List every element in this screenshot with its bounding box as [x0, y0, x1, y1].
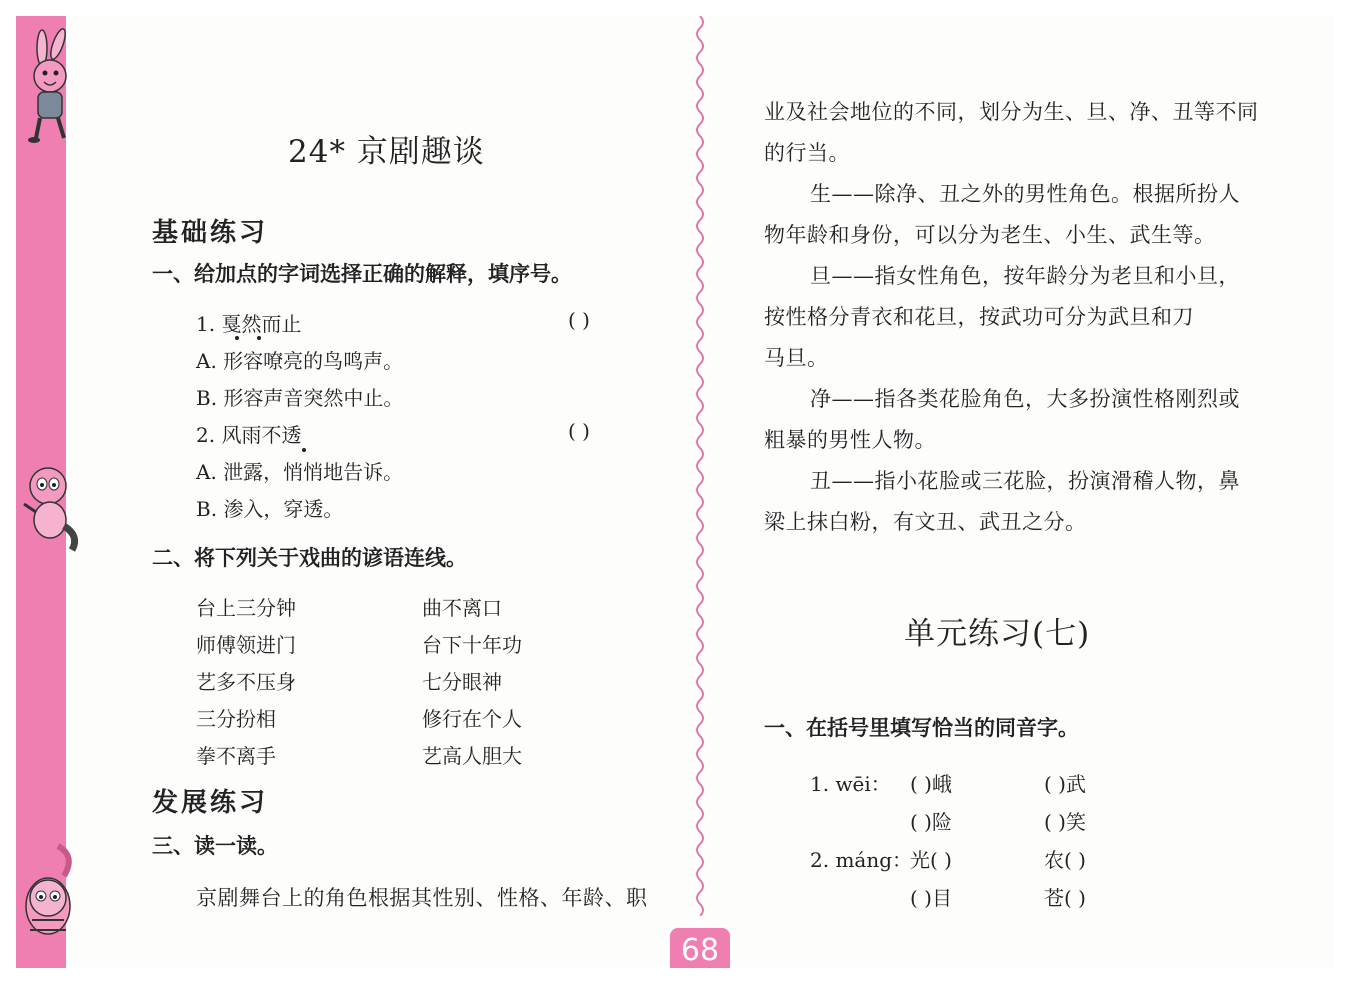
reading-paragraph-line: 的行当。 [764, 141, 850, 165]
reading-paragraph-line: 净——指各类花脸角色，大多扮演性格刚烈或 [810, 387, 1240, 411]
homophone-blank[interactable]: ( )武 [1044, 772, 1086, 796]
emphasis-dot [235, 336, 239, 340]
homophone-blank[interactable]: 苍( ) [1044, 886, 1086, 910]
reading-paragraph-line: 京剧舞台上的角色根据其性别、性格、年龄、职 [196, 886, 648, 910]
match-left-item[interactable]: 台上三分钟 [196, 596, 296, 620]
match-left-item[interactable]: 拳不离手 [196, 744, 276, 768]
lesson-title: 24* 京剧趣谈 [288, 134, 485, 170]
left-page [16, 16, 696, 968]
q1-option-1a: A. 形容嘹亮的鸟鸣声。 [196, 349, 404, 373]
unit-title: 单元练习(七) [904, 616, 1091, 652]
match-left-item[interactable]: 艺多不压身 [196, 670, 296, 694]
q1-item-1: 1. 戛然而止 [196, 312, 302, 336]
question-3-title: 三、读一读。 [152, 834, 278, 858]
homophone-label: 1. wēi： [810, 772, 891, 796]
homophone-blank[interactable]: ( )目 [910, 886, 952, 910]
unit-question-1-title: 一、在括号里填写恰当的同音字。 [764, 716, 1079, 740]
reading-paragraph-line: 旦——指女性角色，按年龄分为老旦和小旦， [810, 264, 1240, 288]
answer-blank-2[interactable]: ( ) [568, 419, 590, 443]
match-left-item[interactable]: 三分扮相 [196, 707, 276, 731]
question-1-title: 一、给加点的字词选择正确的解释，填序号。 [152, 262, 572, 286]
homophone-blank[interactable]: ( )险 [910, 810, 952, 834]
match-right-item[interactable]: 七分眼神 [422, 670, 502, 694]
match-right-item[interactable]: 曲不离口 [422, 596, 502, 620]
q1-option-2b: B. 渗入，穿透。 [196, 497, 344, 521]
reading-paragraph-line: 生——除净、丑之外的男性角色。根据所扮人 [810, 182, 1240, 206]
homophone-blank[interactable]: 光( ) [910, 848, 952, 872]
emphasis-dot [302, 448, 306, 452]
reading-paragraph-line: 梁上抹白粉，有文丑、武丑之分。 [764, 510, 1087, 534]
match-right-item[interactable]: 艺高人胆大 [422, 744, 522, 768]
question-2-title: 二、将下列关于戏曲的谚语连线。 [152, 546, 467, 570]
q1-option-2a: A. 泄露，悄悄地告诉。 [196, 460, 404, 484]
homophone-blank[interactable]: ( )峨 [910, 772, 952, 796]
reading-paragraph-line: 物年龄和身份，可以分为老生、小生、武生等。 [764, 223, 1216, 247]
homophone-blank[interactable]: ( )笑 [1044, 810, 1086, 834]
match-right-item[interactable]: 修行在个人 [422, 707, 522, 731]
match-right-item[interactable]: 台下十年功 [422, 633, 522, 657]
reading-paragraph-line: 业及社会地位的不同，划分为生、旦、净、丑等不同 [764, 100, 1259, 124]
section-heading-develop: 发展练习 [152, 788, 269, 818]
rabbit-mascot-illustration [18, 26, 84, 146]
emphasis-dot [257, 336, 261, 340]
section-heading-basic: 基础练习 [152, 218, 269, 248]
page-number: 68 [670, 928, 730, 968]
reading-paragraph-line: 粗暴的男性人物。 [764, 428, 936, 452]
right-page [704, 16, 1334, 968]
homophone-blank[interactable]: 农( ) [1044, 848, 1086, 872]
raccoon-mascot-illustration [18, 456, 84, 556]
reading-paragraph-line: 丑——指小花脸或三花脸，扮演滑稽人物，鼻 [810, 469, 1240, 493]
homophone-label: 2. máng： [810, 848, 913, 872]
answer-blank-1[interactable]: ( ) [568, 308, 590, 332]
reading-paragraph-line: 马旦。 [764, 346, 829, 370]
tiger-mascot-illustration [18, 836, 84, 956]
match-left-item[interactable]: 师傅领进门 [196, 633, 296, 657]
q1-item-2: 2. 风雨不透 [196, 423, 302, 447]
reading-paragraph-line: 按性格分青衣和花旦，按武功可分为武旦和刀 [764, 305, 1194, 329]
q1-option-1b: B. 形容声音突然中止。 [196, 386, 404, 410]
